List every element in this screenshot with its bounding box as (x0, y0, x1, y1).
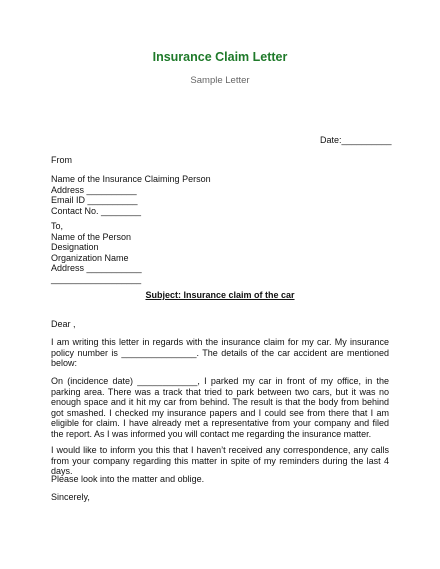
closing: Sincerely, (51, 492, 90, 502)
recipient-name: Name of the Person (51, 231, 132, 242)
paragraph-1: I am writing this letter in regards with the insurance claim for my car. My insurance policy number is _______________. The details of the car accident are mentioned below: (51, 337, 389, 369)
recipient-organization: Organization Name (51, 252, 129, 263)
paragraph-2: On (incidence date) ____________, I parked my car in front of my office, in the parking area. There was a track that tried to park between two cars, but it was no enough space and it hit my car from behind. The result is that the body from behind got smashed. I checked my insurance papers and I could see from there that I am eligible for claim. I have already met a representative from your company and filed the report. As I was informed you will contact me regarding the insurance matter. (51, 376, 389, 439)
sender-email: Email ID __________ (51, 195, 138, 206)
from-label: From (51, 155, 72, 165)
sender-name: Name of the Insurance Claiming Person (51, 174, 211, 184)
greeting: Dear , (51, 319, 76, 329)
paragraph-4: Please look into the matter and oblige. (51, 474, 205, 484)
sender-details (51, 174, 389, 216)
subject-line: Subject: Insurance claim of the car (145, 290, 295, 300)
date-line: Date:__________ (320, 135, 392, 145)
recipient-details (51, 221, 389, 285)
sender-contact: Contact No. ________ (51, 205, 142, 216)
page-title: Insurance Claim Letter (152, 50, 288, 64)
sender-address: Address __________ (51, 184, 137, 195)
paragraph-3: I would like to inform you this that I haven’t received any correspondence, any calls from your company regarding this matter in spite of my reminders during the last 4 days. (51, 445, 389, 477)
page-subtitle: Sample Letter (190, 75, 250, 86)
from-section (51, 155, 389, 166)
recipient-designation: Designation (51, 242, 99, 253)
recipient-to: To, (51, 221, 64, 231)
recipient-address-line-2: __________________ (51, 273, 142, 284)
recipient-address: Address ___________ (51, 263, 142, 274)
